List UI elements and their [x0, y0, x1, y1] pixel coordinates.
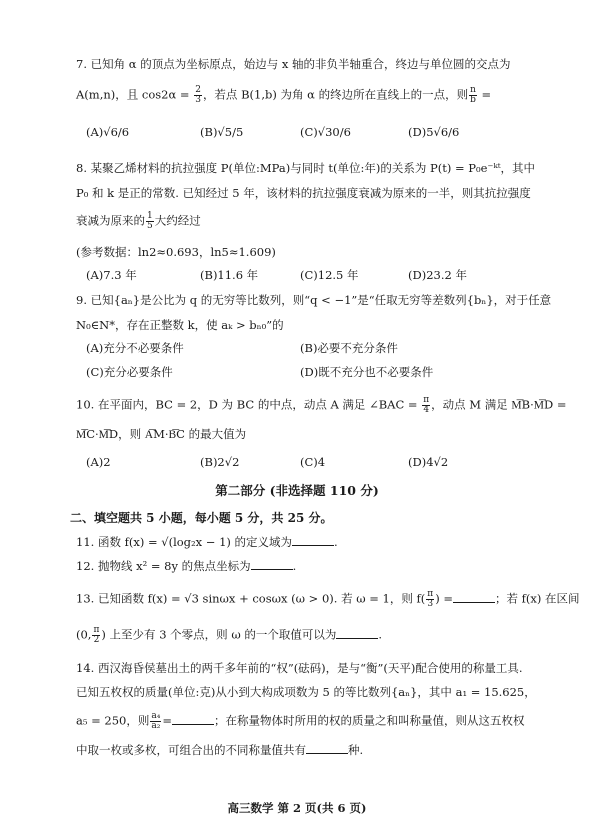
page-footer: 高三数学 第 2 页(共 6 页) [227, 801, 367, 815]
q9-option-d: (D)既不充分也不必要条件 [300, 365, 434, 379]
q8-line3-a: 衰减为原来的 [76, 213, 145, 228]
q9-line2: N₀∈N*，存在正整数 k，使 aₖ > bₙ₀”的 [76, 318, 284, 332]
q14-line3-c: ；在称量物体时所用的权的质量之和叫称量值，则从这五枚权 [214, 713, 525, 728]
q12-answer-blank [251, 559, 293, 570]
q7-line2 [76, 86, 491, 105]
q10-option-c: (C)4 [300, 455, 326, 469]
q13-frac-pi-2: $\frac{\pi}{2}$ [93, 625, 100, 645]
q8-reference: (参考数据：ln2≈0.693，ln5≈1.609) [76, 245, 276, 259]
q7-line2-b: ，若点 B(1,b) 为角 α 的终边所在直线上的一点，则 [202, 87, 469, 102]
q12-end: . [292, 559, 297, 573]
q9-option-a: (A)充分不必要条件 [86, 341, 184, 355]
q9-option-c: (C)充分必要条件 [86, 365, 173, 379]
q10-option-d: (D)4√2 [408, 455, 449, 469]
q14-line3-b: = [162, 713, 172, 728]
q13-frac-pi-3: $\frac{\pi}{3}$ [427, 589, 434, 609]
q7-frac-2-3: $\frac{2}{3}$ [195, 85, 201, 105]
q14-line4-a: 中取一枚或多枚，可组合出的不同称量值共有 [76, 743, 306, 757]
q10-option-b: (B)2√2 [200, 455, 240, 469]
q7-frac-n-b: $\frac{n}{b}$ [470, 85, 476, 105]
q13-line1-a: 13. 已知函数 f(x) = √3 sinωx + cosωx (ω > 0). 若 ω = 1，则 f( [76, 591, 426, 606]
q7-option-a: (A)√6/6 [86, 125, 130, 139]
q13-line1-c: ；若 f(x) 在区间 [494, 591, 580, 606]
q7-line2-e: = [477, 87, 492, 102]
q13-answer-blank-2 [336, 628, 378, 639]
q9-line1: 9. 已知{aₙ}是公比为 q 的无穷等比数列，则“q < −1”是“任取无穷等差数列{bₙ}，对于任意 [76, 293, 552, 307]
q14-answer-blank-1 [172, 714, 214, 725]
q10-line1 [76, 396, 566, 415]
q12 [76, 558, 296, 574]
q11-answer-blank [292, 535, 334, 546]
q7-line1: 7. 已知角 α 的顶点为坐标原点，始边与 x 轴的非负半轴重合，终边与单位圆的交点为 [76, 57, 511, 71]
section2-header: 二、填空题共 5 小题，每小题 5 分，共 25 分。 [70, 511, 333, 525]
q11-end: . [334, 535, 338, 549]
q14-answer-blank-2 [306, 743, 348, 754]
q8-option-a: (A)7.3 年 [86, 268, 137, 282]
q8-line3-b: 大约经过 [154, 213, 201, 228]
q8-frac-1-5: $\frac{1}{5}$ [147, 211, 153, 231]
q9-option-b: (B)必要不充分条件 [300, 341, 398, 355]
part2-title: 第二部分 (非选择题 110 分) [215, 483, 379, 498]
q14-line1: 14. 西汉海昏侯墓出土的两千多年前的“权”(砝码)，是与“衡”(天平)配合使用的称量工具. [76, 661, 523, 675]
q8-option-d: (D)23.2 年 [408, 268, 467, 282]
q13-line1 [76, 590, 580, 609]
q8-line2: P₀ 和 k 是正的常数. 已知经过 5 年，该材料的抗拉强度衰减为原来的一半，则其抗拉强度 [76, 186, 531, 200]
q14-line3 [76, 712, 525, 731]
q14-line3-a: a₅ = 250，则 [76, 713, 150, 728]
q14-line4 [76, 742, 363, 758]
q8-line3 [76, 212, 201, 231]
q8-option-b: (B)11.6 年 [200, 268, 259, 282]
q7-option-c: (C)√30/6 [300, 125, 351, 139]
q13-line1-b: ) = [435, 591, 453, 606]
q13-line2-a: (0, [76, 627, 92, 642]
q14-line4-b: 种. [348, 743, 364, 757]
q13-line2-b: ) 上至少有 3 个零点，则 ω 的一个取值可以为 [101, 627, 337, 642]
q12-text: 12. 抛物线 x² = 8y 的焦点坐标为 [76, 559, 251, 573]
q8-option-c: (C)12.5 年 [300, 268, 359, 282]
q7-option-d: (D)5√6/6 [408, 125, 460, 139]
q11-text: 11. 函数 f(x) = √(log₂x − 1) 的定义域为 [76, 535, 293, 549]
q11 [76, 534, 338, 550]
q10-option-a: (A)2 [86, 455, 111, 469]
q14-frac-a4-a2: $\frac{\text{a₄}}{\text{a₂}}$ [151, 711, 161, 731]
q7-option-b: (B)√5/5 [200, 125, 244, 139]
q10-line2: M͞C·M͞D，则 A͞M·B͞C 的最大值为 [76, 427, 247, 441]
q10-line1-b: ，动点 M 满足 M͞B·M͞D = [431, 397, 567, 412]
q13-line2-c: . [378, 627, 383, 642]
q14-line2: 已知五枚权的质量(单位:克)从小到大构成项数为 5 的等比数列{aₙ}，其中 a₁ = 15.625， [76, 685, 536, 699]
q8-line1: 8. 某聚乙烯材料的抗拉强度 P(单位:MPa)与同时 t(单位:年)的关系为 P(t) = P₀e⁻ᵏᵗ，其中 [76, 161, 536, 175]
q10-frac-pi-4: $\frac{\pi}{4}$ [423, 395, 430, 415]
q13-line2 [76, 626, 382, 645]
q10-line1-a: 10. 在平面内，BC = 2，D 为 BC 的中点，动点 A 满足 ∠BAC = [76, 397, 422, 412]
q13-answer-blank-1 [453, 592, 495, 603]
q7-line2-a: A(m,n)，且 cos2α = [76, 87, 194, 102]
